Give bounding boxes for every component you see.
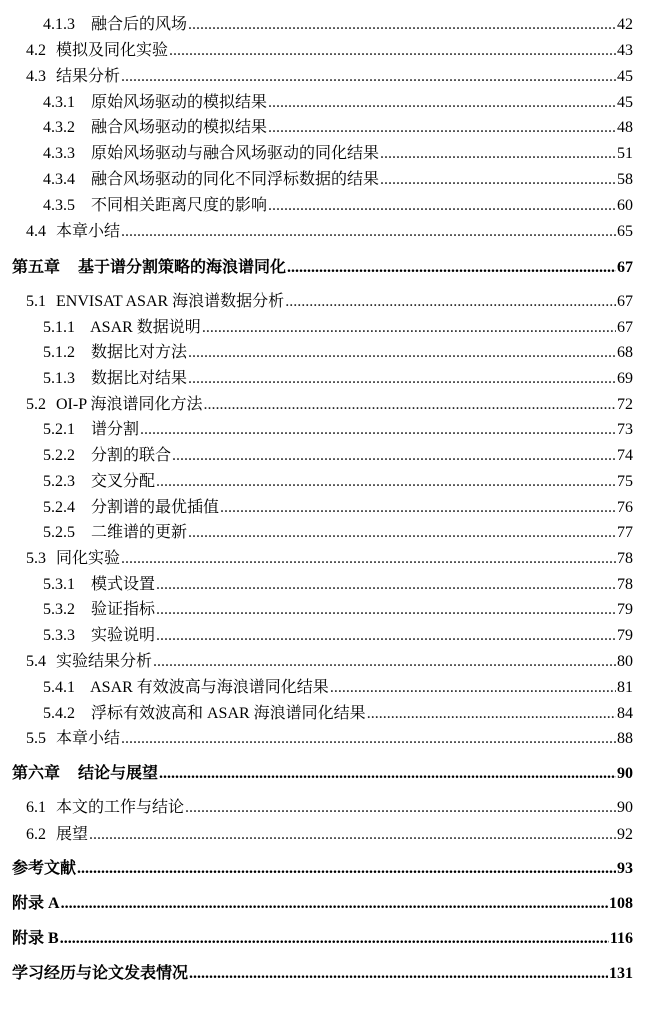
toc-section-entry[interactable]: [43, 144, 633, 164]
toc-section-entry[interactable]: [43, 472, 633, 492]
toc-page-number: 68: [617, 344, 633, 361]
toc-entry-text: 本章小结: [56, 223, 121, 240]
toc-entry-title: [26, 41, 168, 61]
toc-section-entry[interactable]: [26, 798, 633, 818]
toc-entry-number: 5.3.3: [43, 627, 75, 644]
dot-leader: [287, 257, 616, 279]
toc-entry-text: 学习经历与论文发表情况: [12, 965, 189, 982]
toc-entry-text: ENVISAT ASAR 海浪谱数据分析: [56, 293, 285, 310]
toc-section-entry[interactable]: [43, 420, 633, 440]
toc-entry-text: 原始风场驱动的模拟结果: [91, 94, 268, 111]
toc-entry-number: 4.3.5: [43, 197, 75, 214]
toc-entry-text: 二维谱的更新: [91, 524, 188, 541]
toc-entry-text: 实验说明: [91, 627, 156, 644]
toc-chapter-entry[interactable]: [12, 763, 633, 785]
toc-entry-title: [43, 170, 379, 190]
toc-entry-title: [43, 15, 187, 35]
toc-page-number: 79: [617, 601, 633, 618]
toc-entry-number: 5.3: [26, 550, 46, 567]
toc-entry-number: 5.5: [26, 730, 46, 747]
toc-page-number: 51: [617, 145, 633, 162]
toc-section-entry[interactable]: [26, 729, 633, 749]
toc-entry-number: 4.3: [26, 68, 46, 85]
toc-page-number: 80: [617, 653, 633, 670]
toc-entry-text: 基于谱分割策略的海浪谱同化: [78, 259, 287, 276]
toc-section-entry[interactable]: [43, 446, 633, 466]
toc-entry-number: 5.2.4: [43, 499, 75, 516]
toc-section-entry[interactable]: [43, 678, 633, 698]
toc-page-number: 77: [617, 524, 633, 541]
toc-entry-text: 原始风场驱动与融合风场驱动的同化结果: [91, 145, 380, 162]
toc-section-entry[interactable]: [43, 575, 633, 595]
toc-section-entry[interactable]: [26, 652, 633, 672]
toc-entry-text: OI-P 海浪谱同化方法: [56, 396, 203, 413]
toc-section-entry[interactable]: [43, 600, 633, 620]
toc-entry-number: 4.3.4: [43, 171, 75, 188]
dot-leader: [172, 446, 616, 466]
toc-entry-text: 分割谱的最优插值: [91, 499, 220, 516]
toc-entry-number: 4.3.2: [43, 119, 75, 136]
toc-entry-text: 实验结果分析: [56, 653, 153, 670]
toc-entry-text: 分割的联合: [91, 447, 172, 464]
dot-leader: [188, 343, 616, 363]
toc-page-number: 78: [617, 550, 633, 567]
toc-entry-number: 5.4.1: [43, 679, 75, 696]
toc-chapter-entry[interactable]: [12, 963, 633, 985]
toc-page-number: 76: [617, 499, 633, 516]
toc-page-number: 69: [617, 370, 633, 387]
toc-page-number: 67: [617, 319, 633, 336]
toc-entry-text: 浮标有效波高和 ASAR 海浪谱同化结果: [91, 705, 366, 722]
toc-section-entry[interactable]: [43, 93, 633, 113]
toc-entry-title: [26, 798, 184, 818]
dot-leader: [189, 963, 608, 985]
toc-entry-number: 4.2: [26, 42, 46, 59]
toc-section-entry[interactable]: [43, 118, 633, 138]
toc-page-number: 84: [617, 705, 633, 722]
toc-page-number: 92: [617, 826, 633, 843]
dot-leader: [188, 369, 616, 389]
toc-entry-text: 不同相关距离尺度的影响: [91, 197, 268, 214]
dot-leader: [121, 222, 616, 242]
toc-entry-title: [26, 825, 88, 845]
toc-section-entry[interactable]: [43, 318, 633, 338]
toc-section-entry[interactable]: [26, 41, 633, 61]
toc-entry-text: 融合风场驱动的同化不同浮标数据的结果: [91, 171, 380, 188]
toc-chapter-entry[interactable]: [12, 257, 633, 279]
dot-leader: [380, 170, 616, 190]
toc-entry-number: 4.3.1: [43, 94, 75, 111]
toc-entry-title: [43, 704, 366, 724]
toc-entry-text: 附录 B: [12, 930, 59, 947]
toc-section-entry[interactable]: [43, 498, 633, 518]
toc-section-entry[interactable]: [43, 704, 633, 724]
toc-entry-number: 5.1.3: [43, 370, 75, 387]
toc-page-number: 131: [609, 965, 633, 982]
toc-entry-title: [26, 549, 120, 569]
dot-leader: [61, 893, 608, 915]
toc-section-entry[interactable]: [43, 15, 633, 35]
toc-page-number: 74: [617, 447, 633, 464]
toc-entry-title: [12, 858, 76, 880]
dot-leader: [140, 420, 616, 440]
dot-leader: [121, 67, 616, 87]
toc-entry-title: [12, 893, 60, 915]
toc-page-number: 58: [617, 171, 633, 188]
dot-leader: [89, 825, 616, 845]
toc-entry-number: 第六章: [12, 765, 61, 782]
toc-entry-title: [43, 93, 267, 113]
toc-section-entry[interactable]: [43, 170, 633, 190]
toc-page-number: 48: [617, 119, 633, 136]
dot-leader: [77, 858, 616, 880]
toc-entry-text: ASAR 有效波高与海浪谱同化结果: [90, 679, 329, 696]
toc-section-entry[interactable]: [43, 196, 633, 216]
toc-entry-number: 第五章: [12, 259, 61, 276]
dot-leader: [220, 498, 616, 518]
toc-entry-number: 5.1.2: [43, 344, 75, 361]
toc-entry-number: 5.2.5: [43, 524, 75, 541]
dot-leader: [60, 928, 609, 950]
toc-page-number: 43: [617, 42, 633, 59]
toc-entry-text: 展望: [56, 826, 89, 843]
toc-entry-text: 融合风场驱动的模拟结果: [91, 119, 268, 136]
dot-leader: [188, 523, 616, 543]
toc-section-entry[interactable]: [26, 67, 633, 87]
toc-entry-text: ASAR 数据说明: [90, 319, 201, 336]
toc-section-entry[interactable]: [26, 292, 633, 312]
toc-entry-number: 4.1.3: [43, 16, 75, 33]
toc-entry-number: 5.2.2: [43, 447, 75, 464]
toc-entry-title: [26, 292, 284, 312]
toc-entry-title: [43, 472, 155, 492]
toc-entry-text: 模式设置: [91, 576, 156, 593]
toc-page-number: 93: [617, 860, 633, 877]
dot-leader: [268, 118, 616, 138]
toc-entry-number: 4.4: [26, 223, 46, 240]
toc-entry-number: 6.1: [26, 799, 46, 816]
toc-page-number: 42: [617, 16, 633, 33]
toc-entry-title: [12, 763, 158, 785]
toc-entry-text: 本文的工作与结论: [56, 799, 185, 816]
toc-entry-text: 模拟及同化实验: [56, 42, 169, 59]
toc-entry-title: [26, 222, 120, 242]
dot-leader: [156, 472, 616, 492]
toc-page-number: 116: [609, 930, 633, 947]
toc-entry-text: 附录 A: [12, 895, 60, 912]
toc-entry-number: 5.2: [26, 396, 46, 413]
dot-leader: [169, 41, 616, 61]
toc-entry-text: 交叉分配: [91, 473, 156, 490]
toc-entry-title: [43, 420, 139, 440]
toc-section-entry[interactable]: [43, 523, 633, 543]
dot-leader: [380, 144, 616, 164]
toc-chapter-entry[interactable]: [12, 928, 633, 950]
toc-page-number: 60: [617, 197, 633, 214]
dot-leader: [204, 395, 616, 415]
toc-entry-title: [43, 343, 187, 363]
toc-entry-number: 5.4.2: [43, 705, 75, 722]
toc-entry-title: [12, 963, 188, 985]
dot-leader: [156, 575, 616, 595]
toc-entry-number: 5.4: [26, 653, 46, 670]
toc-entry-title: [43, 144, 379, 164]
toc-entry-title: [43, 118, 267, 138]
toc-entry-text: 同化实验: [56, 550, 121, 567]
toc-page-number: 72: [617, 396, 633, 413]
toc-entry-number: 5.2.1: [43, 421, 75, 438]
toc-entry-title: [43, 626, 155, 646]
toc-entry-title: [26, 652, 152, 672]
toc-page-number: 45: [617, 94, 633, 111]
toc-section-entry[interactable]: [26, 395, 633, 415]
toc-entry-number: 4.3.3: [43, 145, 75, 162]
toc-page-number: 75: [617, 473, 633, 490]
dot-leader: [121, 549, 616, 569]
toc-entry-title: [43, 600, 155, 620]
dot-leader: [268, 93, 616, 113]
toc-chapter-entry[interactable]: [12, 858, 633, 880]
toc-entry-text: 参考文献: [12, 860, 77, 877]
toc-entry-title: [26, 395, 203, 415]
toc-section-entry[interactable]: [43, 369, 633, 389]
toc-page-number: 90: [617, 799, 633, 816]
dot-leader: [153, 652, 616, 672]
toc-page-number: 79: [617, 627, 633, 644]
toc-entry-text: 结果分析: [56, 68, 121, 85]
toc-entry-text: 结论与展望: [78, 765, 159, 782]
toc-entry-title: [26, 729, 120, 749]
dot-leader: [268, 196, 616, 216]
toc-entry-title: [43, 446, 171, 466]
toc-entry-number: 5.1: [26, 293, 46, 310]
toc-entry-text: 验证指标: [91, 601, 156, 618]
dot-leader: [330, 678, 616, 698]
toc-page-number: 88: [617, 730, 633, 747]
toc-chapter-entry[interactable]: [12, 893, 633, 915]
dot-leader: [156, 626, 616, 646]
toc-page-number: 73: [617, 421, 633, 438]
toc-entry-title: [43, 575, 155, 595]
toc-entry-text: 数据比对结果: [91, 370, 188, 387]
toc-entry-title: [43, 369, 187, 389]
toc-entry-title: [43, 318, 201, 338]
dot-leader: [185, 798, 616, 818]
toc-page-number: 45: [617, 68, 633, 85]
toc-section-entry[interactable]: [26, 549, 633, 569]
toc-entry-title: [26, 67, 120, 87]
toc-entry-title: [12, 928, 59, 950]
toc-entry-text: 数据比对方法: [91, 344, 188, 361]
dot-leader: [202, 318, 616, 338]
toc-entry-title: [43, 196, 267, 216]
toc-section-entry[interactable]: [43, 343, 633, 363]
toc-page-number: 65: [617, 223, 633, 240]
toc-section-entry[interactable]: [43, 626, 633, 646]
toc-entry-title: [43, 678, 329, 698]
toc-entry-title: [43, 498, 219, 518]
dot-leader: [367, 704, 616, 724]
toc-entry-number: 6.2: [26, 826, 46, 843]
toc-page-number: 90: [617, 765, 633, 782]
toc-entry-text: 谱分割: [91, 421, 140, 438]
toc-page-number: 67: [617, 293, 633, 310]
dot-leader: [188, 15, 616, 35]
dot-leader: [159, 763, 616, 785]
toc-entry-number: 5.2.3: [43, 473, 75, 490]
dot-leader: [121, 729, 616, 749]
toc-entry-text: 本章小结: [56, 730, 121, 747]
toc-entry-text: 融合后的风场: [91, 16, 188, 33]
dot-leader: [285, 292, 616, 312]
toc-page-number: 78: [617, 576, 633, 593]
toc-entry-number: 5.3.1: [43, 576, 75, 593]
dot-leader: [156, 600, 616, 620]
toc-page-number: 81: [617, 679, 633, 696]
toc-page-number: 108: [609, 895, 633, 912]
toc-page-number: 67: [617, 259, 633, 276]
toc-entry-number: 5.3.2: [43, 601, 75, 618]
toc-entry-title: [43, 523, 187, 543]
toc-entry-title: [12, 257, 286, 279]
toc-entry-number: 5.1.1: [43, 319, 75, 336]
toc-section-entry[interactable]: [26, 222, 633, 242]
toc-section-entry[interactable]: [26, 825, 633, 845]
